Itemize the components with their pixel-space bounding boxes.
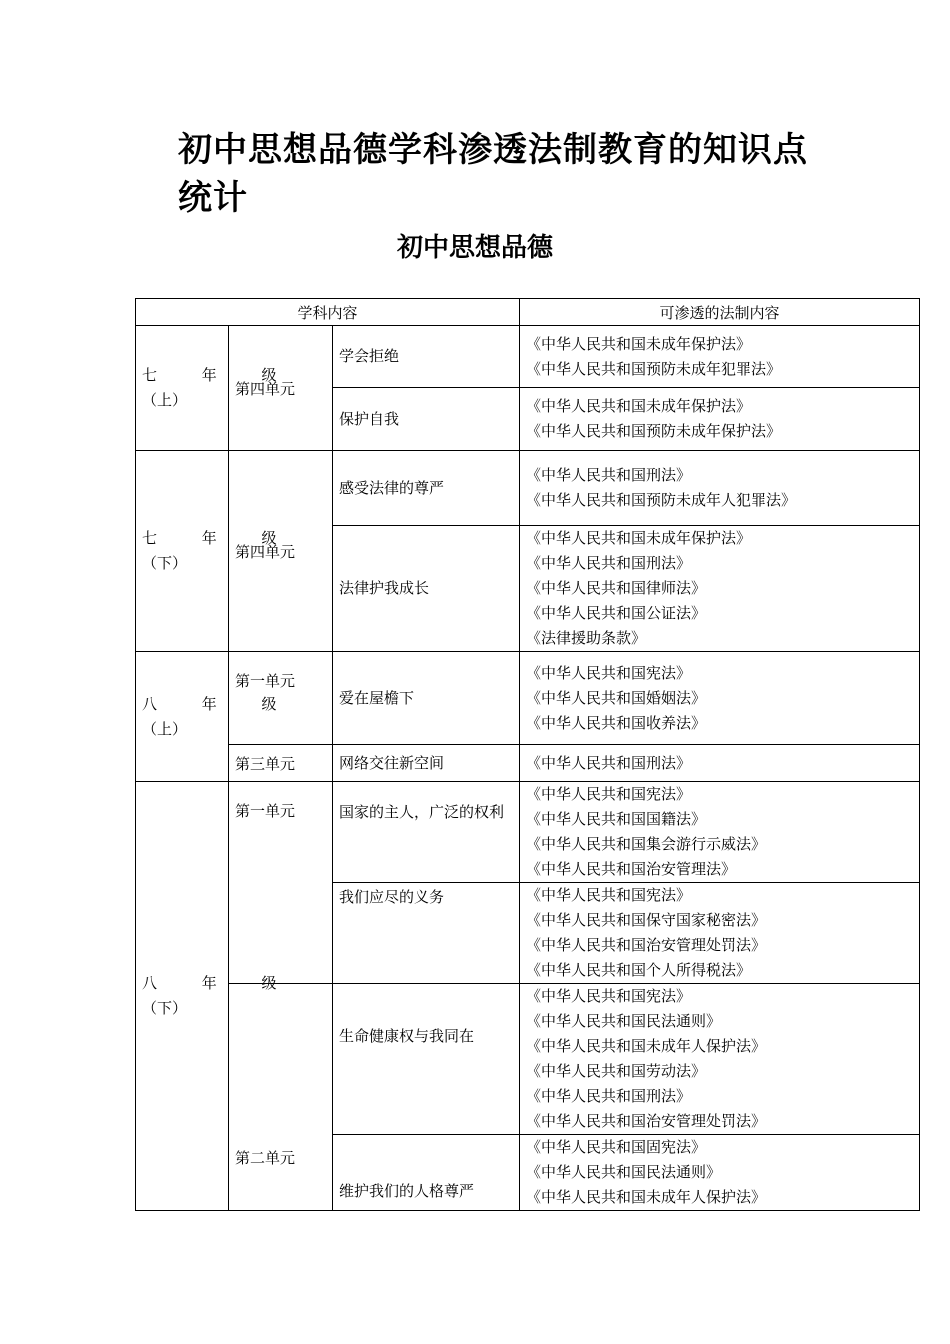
grade-term: （下） <box>142 554 188 572</box>
law-item: 《中华人民共和国未成年人保护法》 <box>526 1188 767 1206</box>
law-item: 《中华人民共和国预防未成年犯罪法》 <box>526 359 782 378</box>
law-item: 《中华人民共和国治安管理法》 <box>526 860 737 878</box>
table-row <box>136 984 920 1135</box>
law-item: 《中华人民共和国收养法》 <box>526 713 707 732</box>
law-item: 《中华人民共和国预防未成年人犯罪法》 <box>526 491 797 509</box>
law-item: 《中华人民共和国宪法》 <box>526 987 692 1005</box>
law-item: 《中华人民共和国刑法》 <box>526 466 692 484</box>
table-row <box>136 451 920 526</box>
law-item: 《中华人民共和国宪法》 <box>526 785 692 803</box>
table-row <box>136 782 920 883</box>
law-item: 《中华人民共和国劳动法》 <box>526 1062 707 1080</box>
unit-cell: 第三单元 <box>229 745 333 782</box>
topic-cell: 爱在屋檐下 <box>333 652 520 745</box>
law-item: 《中华人民共和国治安管理处罚法》 <box>526 936 767 954</box>
topic-cell: 维护我们的人格尊严 <box>333 1135 520 1211</box>
law-item: 《中华人民共和国公证法》 <box>526 604 707 622</box>
law-item: 《中华人民共和国宪法》 <box>526 663 692 682</box>
law-item: 《中华人民共和国宪法》 <box>526 886 692 904</box>
topic-cell: 法律护我成长 <box>333 526 520 652</box>
table-row <box>136 745 920 782</box>
laws-cell <box>520 526 920 652</box>
law-item: 《中华人民共和国治安管理处罚法》 <box>526 1112 767 1130</box>
grade-name: 七 年 级 <box>142 366 297 384</box>
unit-cell: 第四单元 <box>229 451 333 652</box>
topic-cell: 学会拒绝 <box>333 326 520 388</box>
law-item: 《中华人民共和国个人所得税法》 <box>526 961 752 979</box>
laws-cell <box>520 326 920 388</box>
laws-cell <box>520 782 920 883</box>
unit-cell: 第四单元 <box>229 326 333 451</box>
table-row <box>136 652 920 745</box>
table-header-row <box>136 299 920 326</box>
topic-cell: 网络交往新空间 <box>333 745 520 782</box>
grade-name: 七 年 级 <box>142 529 297 547</box>
unit-cell: 第二单元 <box>229 984 333 1211</box>
law-item: 《中华人民共和国刑法》 <box>526 753 692 772</box>
topic-cell: 国家的主人，广泛的权利 <box>333 782 520 883</box>
laws-cell <box>520 451 920 526</box>
law-item: 《中华人民共和国未成年保护法》 <box>526 397 752 415</box>
laws-cell <box>520 745 920 782</box>
knowledge-table <box>135 298 920 1211</box>
topic-cell: 保护自我 <box>333 388 520 451</box>
grade-name: 八 年 级 <box>142 694 297 713</box>
law-item: 《中华人民共和国刑法》 <box>526 554 692 572</box>
page-title: 初中思想品德学科渗透法制教育的知识点统计 <box>178 130 808 218</box>
law-item: 《中华人民共和国国籍法》 <box>526 810 707 828</box>
grade-term: （下） <box>142 999 188 1017</box>
law-item: 《中华人民共和国未成年保护法》 <box>526 334 752 353</box>
header-subject: 学科内容 <box>136 299 520 326</box>
laws-cell <box>520 1135 920 1211</box>
law-item: 《中华人民共和国律师法》 <box>526 579 707 597</box>
law-item: 《中华人民共和国民法通则》 <box>526 1163 722 1181</box>
header-laws: 可渗透的法制内容 <box>520 299 920 326</box>
table-row <box>136 326 920 388</box>
law-item: 《中华人民共和国集会游行示威法》 <box>526 835 767 853</box>
table-subtitle: 初中思想品德 <box>396 233 553 263</box>
laws-cell <box>520 652 920 745</box>
unit-cell: 第一单元 <box>229 782 333 984</box>
law-item: 《中华人民共和国刑法》 <box>526 1087 692 1105</box>
law-item: 《中华人民共和国固宪法》 <box>526 1138 707 1156</box>
topic-cell: 我们应尽的义务 <box>333 883 520 984</box>
grade-name: 八 年 级 <box>142 974 297 992</box>
laws-cell <box>520 984 920 1135</box>
law-item: 《中华人民共和国婚姻法》 <box>526 688 707 707</box>
laws-cell <box>520 388 920 451</box>
law-item: 《中华人民共和国保守国家秘密法》 <box>526 911 767 929</box>
law-item: 《中华人民共和国未成年人保护法》 <box>526 1037 767 1055</box>
law-item: 《中华人民共和国预防未成年保护法》 <box>526 422 782 440</box>
topic-cell: 生命健康权与我同在 <box>333 984 520 1135</box>
laws-cell <box>520 883 920 984</box>
unit-cell: 第一单元 <box>229 652 333 745</box>
law-item: 《中华人民共和国未成年保护法》 <box>526 529 752 547</box>
grade-term: （上） <box>142 719 188 738</box>
law-item: 《法律援助条款》 <box>526 629 647 647</box>
topic-cell: 感受法律的尊严 <box>333 451 520 526</box>
law-item: 《中华人民共和国民法通则》 <box>526 1012 722 1030</box>
grade-term: （上） <box>142 391 188 409</box>
